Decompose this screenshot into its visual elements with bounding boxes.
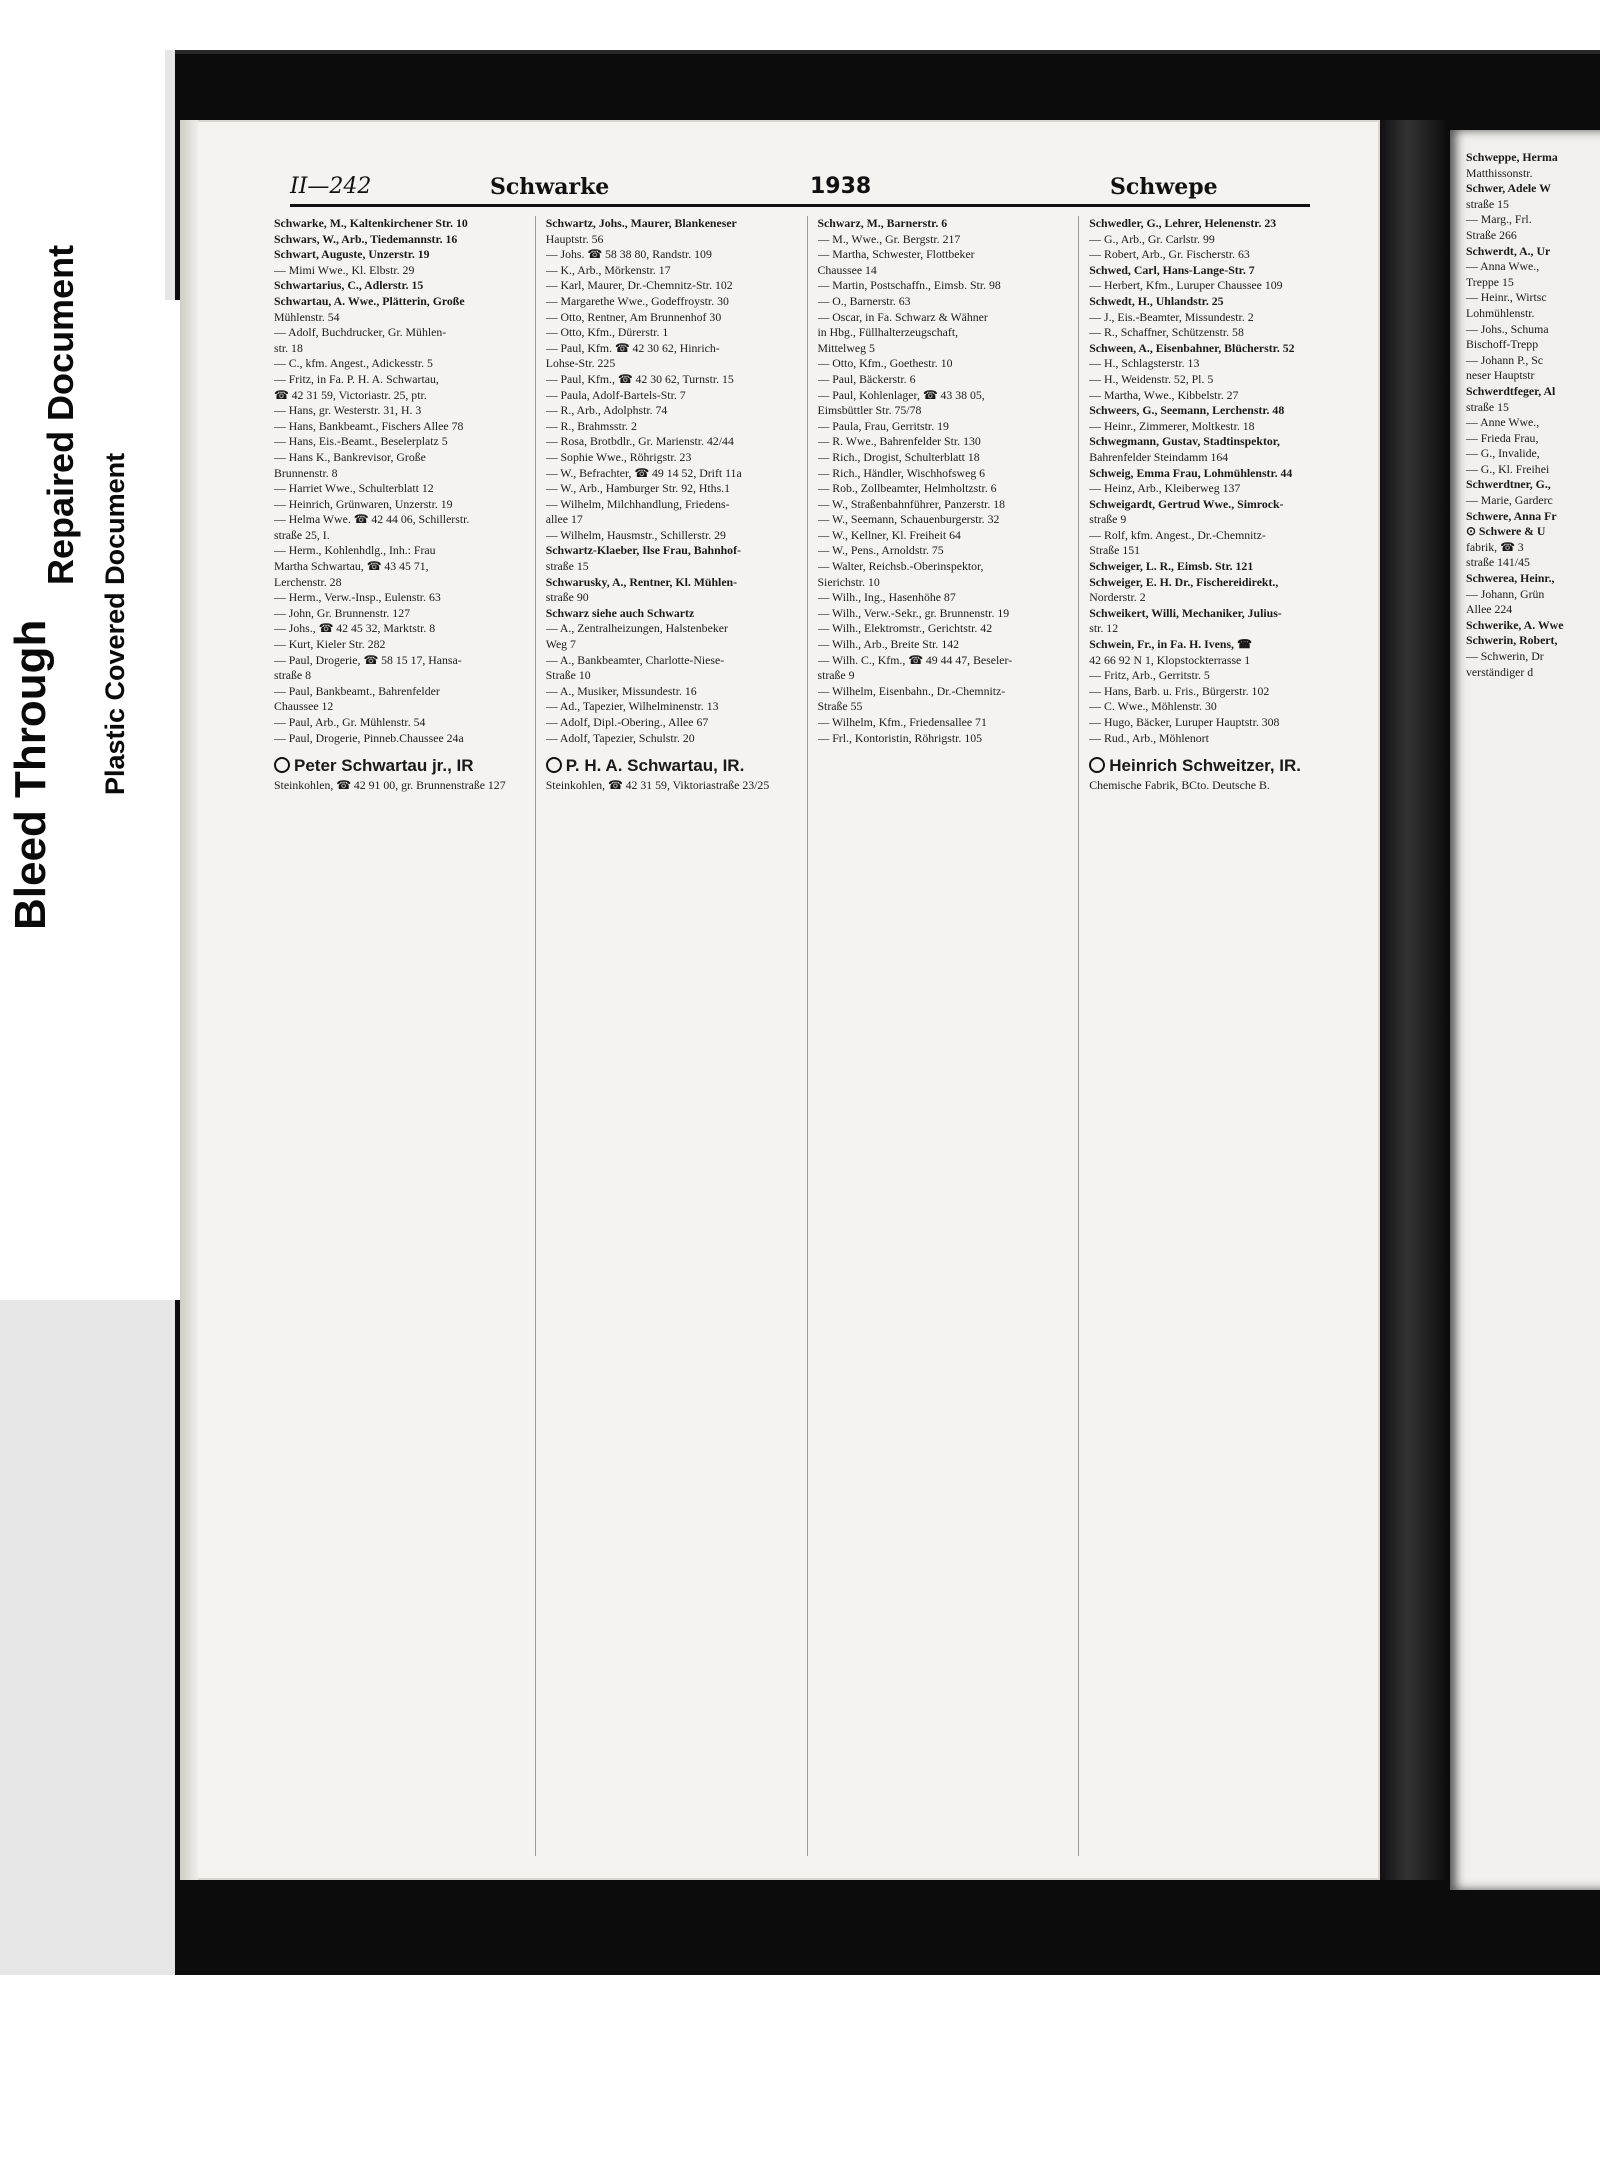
directory-entry: — Paul, Bankbeamt., Bahrenfelder — [274, 683, 440, 698]
plastic-covered-label: Plastic Covered Document — [100, 452, 130, 795]
directory-entry: — Johs., Schuma — [1466, 321, 1549, 336]
directory-entry: Straße 10 — [545, 668, 591, 683]
directory-entry: — Hans, Bankbeamt., Fischers Allee 78 — [274, 418, 464, 433]
directory-entry: — Hans, Barb. u. Fris., Bürgerstr. 102 — [1089, 683, 1270, 698]
directory-entry: — Schwerin, Dr — [1466, 649, 1544, 663]
featured-listing-detail: Steinkohlen, ☎ 42 31 59, Viktoriastraße 23/25 — [545, 778, 770, 793]
directory-entry: straße 15 — [545, 559, 589, 574]
directory-entry: 42 66 92 N 1, Klopstockterrasse 1 — [1089, 652, 1251, 667]
directory-entry: — O., Barnerstr. 63 — [817, 293, 911, 308]
page-year: 1938 — [810, 174, 872, 199]
directory-entry: — H., Schlagsterstr. 13 — [1089, 356, 1200, 371]
directory-entry: — Frl., Kontoristin, Röhrigstr. 105 — [817, 730, 983, 745]
featured-listing-name: Heinrich Schweitzer, IR. — [1089, 754, 1346, 778]
directory-entry: straße 25, I. — [274, 527, 330, 542]
directory-entry: — Anne Wwe., — [1466, 415, 1540, 430]
directory-entry: Brunnenstr. 8 — [274, 465, 338, 480]
directory-entry: — C. Wwe., Möhlenstr. 30 — [1089, 699, 1217, 714]
directory-entry: Schwedt, H., Uhlandstr. 25 — [1089, 293, 1224, 308]
directory-entry: — Wilh., Elektromstr., Gerichtstr. 42 — [817, 621, 993, 636]
directory-entry: — A., Bankbeamter, Charlotte-Niese- — [545, 652, 725, 667]
directory-entry: — Wilhelm, Hausmstr., Schillerstr. 29 — [545, 527, 726, 542]
directory-entry: — W., Pens., Arnoldstr. 75 — [817, 543, 944, 558]
directory-entry: — Paul, Drogerie, Pinneb.Chaussee 24a — [274, 730, 464, 745]
directory-entry: — R., Schaffner, Schützenstr. 58 — [1089, 325, 1244, 340]
directory-entry: — Oscar, in Fa. Schwarz & Wähner — [817, 309, 988, 324]
directory-entry: Mittelweg 5 — [817, 340, 875, 355]
directory-entry: — R., Brahmsstr. 2 — [545, 418, 637, 433]
directory-entry: straße 8 — [274, 668, 312, 683]
directory-entry: Schweiger, L. R., Eimsb. Str. 121 — [1089, 559, 1254, 574]
directory-entry: — John, Gr. Brunnenstr. 127 — [274, 605, 410, 620]
directory-entry: — Wilhelm, Kfm., Friedensallee 71 — [817, 715, 987, 729]
directory-entry: — Paul, Kfm., ☎ 42 30 62, Turnstr. 15 — [545, 371, 734, 386]
directory-entry: Schwerike, A. Wwe — [1466, 617, 1564, 632]
directory-entry: Bahrenfelder Steindamm 164 — [1089, 449, 1229, 464]
featured-listing — [1089, 754, 1346, 794]
directory-entry: — Rud., Arb., Möhlenort — [1089, 730, 1209, 745]
directory-column-4 — [1085, 216, 1350, 1856]
directory-entry: Schweigardt, Gertrud Wwe., Simrock- — [1089, 496, 1284, 511]
directory-entry: — Paul, Kfm. ☎ 42 30 62, Hinrich- — [545, 340, 720, 355]
left-guide-word: Schwarke — [490, 174, 610, 200]
directory-entry: Schwars, W., Arb., Tiedemannstr. 16 — [274, 231, 458, 246]
directory-entry: Weg 7 — [545, 637, 576, 652]
directory-entry: — Kurt, Kieler Str. 282 — [274, 637, 386, 652]
directory-entry: — R. Wwe., Bahrenfelder Str. 130 — [817, 434, 981, 449]
directory-entry: Schwerin, Robert, — [1466, 633, 1558, 648]
directory-entry: — Martin, Postschaffn., Eimsb. Str. 98 — [817, 278, 1001, 293]
directory-entry: in Hbg., Füllhalterzeugschaft, — [817, 325, 959, 340]
directory-entry: Schwerea, Heinr., — [1466, 571, 1555, 586]
listing-bullet-icon — [546, 757, 562, 773]
directory-entry: — G., Invalide, — [1466, 446, 1540, 461]
directory-entry: Schween, A., Eisenbahner, Blücherstr. 52 — [1089, 340, 1295, 355]
directory-entry: straße 15 — [1466, 196, 1509, 211]
directory-entry: Lohse-Str. 225 — [545, 356, 616, 371]
directory-entry: Bischoff-Trepp — [1466, 337, 1539, 352]
directory-entry: Straße 151 — [1089, 543, 1141, 558]
directory-entry: ⊙ Schwere & U — [1466, 524, 1546, 539]
directory-entry: Schwegmann, Gustav, Stadtinspektor, — [1089, 434, 1280, 449]
listing-bullet-icon — [1089, 757, 1105, 773]
directory-entry: Straße 55 — [817, 699, 863, 714]
directory-entry: — H., Weidenstr. 52, Pl. 5 — [1089, 371, 1214, 386]
featured-listing-detail: Steinkohlen, ☎ 42 91 00, gr. Brunnenstraße 127 — [274, 778, 506, 793]
directory-entry: Schweiger, E. H. Dr., Fischereidirekt., — [1089, 574, 1279, 589]
directory-entry: Hauptstr. 56 — [545, 231, 604, 246]
directory-entry: — G., Kl. Freihei — [1466, 461, 1550, 476]
directory-entry: — Wilh., Ing., Hasenhöhe 87 — [817, 590, 956, 605]
directory-entry: — Wilh., Arb., Breite Str. 142 — [817, 637, 960, 652]
directory-entry: — Johann P., Sc — [1466, 352, 1544, 367]
featured-listing — [546, 754, 803, 794]
directory-entry: Lohmühlenstr. — [1466, 305, 1535, 320]
directory-entry: Schwedler, G., Lehrer, Helenenstr. 23 — [1089, 216, 1277, 230]
directory-entry: straße 141/45 — [1466, 555, 1530, 570]
directory-entry: — Wilhelm, Eisenbahn., Dr.-Chemnitz- — [817, 683, 1006, 698]
featured-listing — [274, 754, 531, 794]
next-page-edge — [1450, 130, 1600, 1890]
directory-entry: Lerchenstr. 28 — [274, 574, 342, 589]
directory-entry: straße 9 — [817, 668, 855, 683]
directory-entry: allee 17 — [545, 512, 583, 527]
directory-entry: Mühlenstr. 54 — [274, 309, 340, 324]
right-guide-word: Schwepe — [1110, 174, 1218, 200]
directory-entry: ☎ 42 31 59, Victoriastr. 25, ptr. — [274, 387, 427, 402]
featured-listing-name: Peter Schwartau jr., IR — [274, 754, 531, 778]
directory-entry: Schwartz-Klaeber, Ilse Frau, Bahnhof- — [545, 543, 741, 558]
directory-entry: — Paula, Frau, Gerritstr. 19 — [817, 418, 949, 433]
bleed-through-label: Bleed Through — [6, 619, 55, 930]
directory-entry: — Adolf, Buchdrucker, Gr. Mühlen- — [274, 325, 447, 340]
directory-entry: Allee 224 — [1466, 602, 1513, 617]
directory-entry: — A., Musiker, Missundestr. 16 — [545, 683, 697, 698]
directory-entry: Treppe 15 — [1466, 274, 1514, 289]
directory-entry: verständiger d — [1466, 664, 1534, 679]
directory-entry: Schwere, Anna Fr — [1466, 508, 1557, 523]
directory-entry: — Karl, Maurer, Dr.-Chemnitz-Str. 102 — [545, 278, 733, 293]
directory-columns — [270, 216, 1350, 1856]
directory-entry: Schwerdtner, G., — [1466, 477, 1551, 492]
directory-entry: — Adolf, Tapezier, Schulstr. 20 — [545, 730, 695, 745]
directory-entry: straße 15 — [1466, 399, 1509, 414]
directory-entry: — Adolf, Dipl.-Obering., Allee 67 — [545, 715, 709, 729]
directory-entry: Schweers, G., Seemann, Lerchenstr. 48 — [1089, 403, 1285, 418]
directory-entry: — Ad., Tapezier, Wilhelminenstr. 13 — [545, 699, 719, 714]
directory-entry: Schweig, Emma Frau, Lohmühlenstr. 44 — [1089, 465, 1293, 480]
featured-listing-name: P. H. A. Schwartau, IR. — [546, 754, 803, 778]
featured-listing-detail: Chemische Fabrik, BCto. Deutsche B. — [1089, 778, 1270, 793]
directory-entry: Chaussee 14 — [817, 262, 877, 277]
directory-entry: — W., Befrachter, ☎ 49 14 52, Drift 11a — [545, 465, 742, 480]
directory-entry: fabrik, ☎ 3 — [1466, 539, 1524, 554]
repaired-document-label: Repaired Document — [40, 244, 81, 585]
directory-entry: — Marg., Frl. — [1466, 212, 1532, 227]
directory-entry: — Sophie Wwe., Röhrigstr. 23 — [545, 449, 692, 464]
directory-entry: Schwed, Carl, Hans-Lange-Str. 7 — [1089, 262, 1255, 277]
directory-entry: Straße 266 — [1466, 227, 1517, 242]
directory-entry: — K., Arb., Mörkenstr. 17 — [545, 262, 671, 277]
directory-entry: — Johann, Grün — [1466, 586, 1545, 601]
directory-entry: Eimsbüttler Str. 75/78 — [817, 403, 922, 418]
directory-entry: Schwarz siehe auch Schwartz — [545, 605, 695, 620]
page-header — [290, 170, 1310, 207]
directory-entry: Schwartz, Johs., Maurer, Blankeneser — [545, 216, 737, 230]
directory-entry: — W., Arb., Hamburger Str. 92, Hths.1 — [545, 481, 731, 496]
directory-entry: — Paul, Drogerie, ☎ 58 15 17, Hansa- — [274, 652, 462, 667]
directory-entry: straße 9 — [1089, 512, 1127, 527]
directory-entry: — Rich., Drogist, Schulterblatt 18 — [817, 449, 980, 464]
directory-entry: — Paul, Kohlenlager, ☎ 43 38 05, — [817, 387, 985, 402]
directory-entry: Schweppe, Herma — [1466, 150, 1558, 164]
directory-entry: — Rolf, kfm. Angest., Dr.-Chemnitz- — [1089, 527, 1266, 542]
directory-entry: — Wilhelm, Milchhandlung, Friedens- — [545, 496, 730, 511]
directory-entry: — Mimi Wwe., Kl. Elbstr. 29 — [274, 262, 415, 277]
directory-entry: — G., Arb., Gr. Carlstr. 99 — [1089, 231, 1215, 246]
directory-column-1 — [270, 216, 536, 1856]
directory-entry: Schweikert, Willi, Mechaniker, Julius- — [1089, 605, 1282, 620]
directory-entry: — Hans K., Bankrevisor, Große — [274, 449, 426, 464]
label-card — [0, 244, 181, 1300]
directory-entry: Schwerdtfeger, Al — [1466, 383, 1556, 398]
directory-entry: — Marie, Garderc — [1466, 493, 1553, 508]
directory-entry: Chaussee 12 — [274, 699, 334, 714]
directory-entry: — Otto, Rentner, Am Brunnenhof 30 — [545, 309, 722, 324]
directory-entry: Schwarz, M., Barnerstr. 6 — [817, 216, 948, 230]
directory-entry: — Hans, Eis.-Beamt., Beselerplatz 5 — [274, 434, 448, 449]
directory-entry: neser Hauptstr — [1466, 368, 1535, 383]
page-number: II—242 — [290, 174, 372, 199]
directory-entry: Schwarke, M., Kaltenkirchener Str. 10 — [274, 216, 468, 230]
directory-entry: — Otto, Kfm., Goethestr. 10 — [817, 356, 953, 371]
directory-entry: — Robert, Arb., Gr. Fischerstr. 63 — [1089, 247, 1250, 262]
directory-entry: — Heinz, Arb., Kleiberweg 137 — [1089, 481, 1241, 496]
directory-entry: Schwer, Adele W — [1466, 181, 1551, 196]
directory-entry: — R., Arb., Adolphstr. 74 — [545, 403, 668, 418]
directory-entry: — Rosa, Brotbdlr., Gr. Marienstr. 42/44 — [545, 434, 734, 449]
listing-bullet-icon — [274, 757, 290, 773]
directory-entry: — Hugo, Bäcker, Luruper Hauptstr. 308 — [1089, 715, 1280, 729]
directory-entry: — Anna Wwe., — [1466, 259, 1540, 274]
directory-entry: — Johs. ☎ 58 38 80, Randstr. 109 — [545, 247, 712, 262]
directory-entry: Matthissonstr. — [1466, 165, 1533, 180]
directory-entry: — Rich., Händler, Wischhofsweg 6 — [817, 465, 986, 480]
directory-entry: Schwartarius, C., Adlerstr. 15 — [274, 278, 424, 293]
directory-entry: — Martha, Schwester, Flottbeker — [817, 247, 975, 262]
directory-entry: Norderstr. 2 — [1089, 590, 1146, 605]
directory-entry: str. 18 — [274, 340, 303, 355]
directory-entry: Schwartau, A. Wwe., Plätterin, Große — [274, 293, 465, 308]
directory-entry: — A., Zentralheizungen, Halstenbeker — [545, 621, 728, 636]
directory-column-3 — [814, 216, 1080, 1856]
directory-entry: — Herbert, Kfm., Luruper Chaussee 109 — [1089, 278, 1283, 293]
directory-entry: — Paula, Adolf-Bartels-Str. 7 — [545, 387, 686, 402]
directory-entry: — C., kfm. Angest., Adickesstr. 5 — [274, 356, 433, 371]
directory-entry: — Helma Wwe. ☎ 42 44 06, Schillerstr. — [274, 512, 470, 527]
directory-entry: — Frieda Frau, — [1466, 430, 1539, 445]
directory-entry: — Margarethe Wwe., Godeffroystr. 30 — [545, 293, 729, 308]
directory-page — [180, 120, 1380, 1880]
directory-entry: — Fritz, Arb., Gerritstr. 5 — [1089, 668, 1210, 683]
directory-entry: — Herm., Verw.-Insp., Eulenstr. 63 — [274, 590, 441, 605]
directory-entry: — Heinr., Wirtsc — [1466, 290, 1547, 305]
directory-entry: str. 12 — [1089, 621, 1119, 636]
directory-entry: — J., Eis.-Beamter, Missundestr. 2 — [1089, 309, 1254, 324]
directory-entry: Schwein, Fr., in Fa. H. Ivens, ☎ — [1089, 637, 1252, 652]
directory-entry: straße 90 — [545, 590, 589, 605]
directory-entry: — Wilh. C., Kfm., ☎ 49 44 47, Beseler- — [817, 652, 1013, 667]
directory-entry: — Harriet Wwe., Schulterblatt 12 — [274, 481, 434, 496]
directory-entry: — Fritz, in Fa. P. H. A. Schwartau, — [274, 371, 439, 386]
directory-column-2 — [542, 216, 808, 1856]
directory-entry: — Paul, Bäckerstr. 6 — [817, 371, 916, 386]
directory-entry: — Rob., Zollbeamter, Helmholtzstr. 6 — [817, 481, 997, 496]
directory-entry: Schwerdt, A., Ur — [1466, 243, 1551, 258]
directory-entry: — Otto, Kfm., Dürerstr. 1 — [545, 325, 669, 340]
directory-entry: — Walter, Reichsb.-Oberinspektor, — [817, 559, 984, 574]
directory-entry: — Johs., ☎ 42 45 32, Marktstr. 8 — [274, 621, 436, 636]
directory-entry: — Herm., Kohlenhdlg., Inh.: Frau — [274, 543, 436, 558]
directory-entry: — W., Seemann, Schauenburgerstr. 32 — [817, 512, 1000, 527]
directory-entry: — Heinr., Zimmerer, Moltkestr. 18 — [1089, 418, 1255, 433]
directory-entry: — Martha, Wwe., Kibbelstr. 27 — [1089, 387, 1239, 402]
directory-entry: Schwart, Auguste, Unzerstr. 19 — [274, 247, 430, 262]
directory-entry: Martha Schwartau, ☎ 43 45 71, — [274, 559, 429, 574]
directory-entry: — W., Straßenbahnführer, Panzerstr. 18 — [817, 496, 1006, 511]
directory-entry: — Wilh., Verw.-Sekr., gr. Brunnenstr. 19 — [817, 605, 1010, 620]
directory-entry: Sierichstr. 10 — [817, 574, 880, 589]
directory-entry: — Paul, Arb., Gr. Mühlenstr. 54 — [274, 715, 426, 729]
book-gutter — [1380, 120, 1450, 1880]
directory-entry: — Heinrich, Grünwaren, Unzerstr. 19 — [274, 496, 453, 511]
directory-entry: Schwarusky, A., Rentner, Kl. Mühlen- — [545, 574, 738, 589]
scan-edge-line — [0, 50, 1600, 54]
directory-entry: — W., Kellner, Kl. Freiheit 64 — [817, 527, 961, 542]
directory-entry: — Hans, gr. Westerstr. 31, H. 3 — [274, 403, 422, 418]
directory-entry: — M., Wwe., Gr. Bergstr. 217 — [817, 231, 961, 246]
